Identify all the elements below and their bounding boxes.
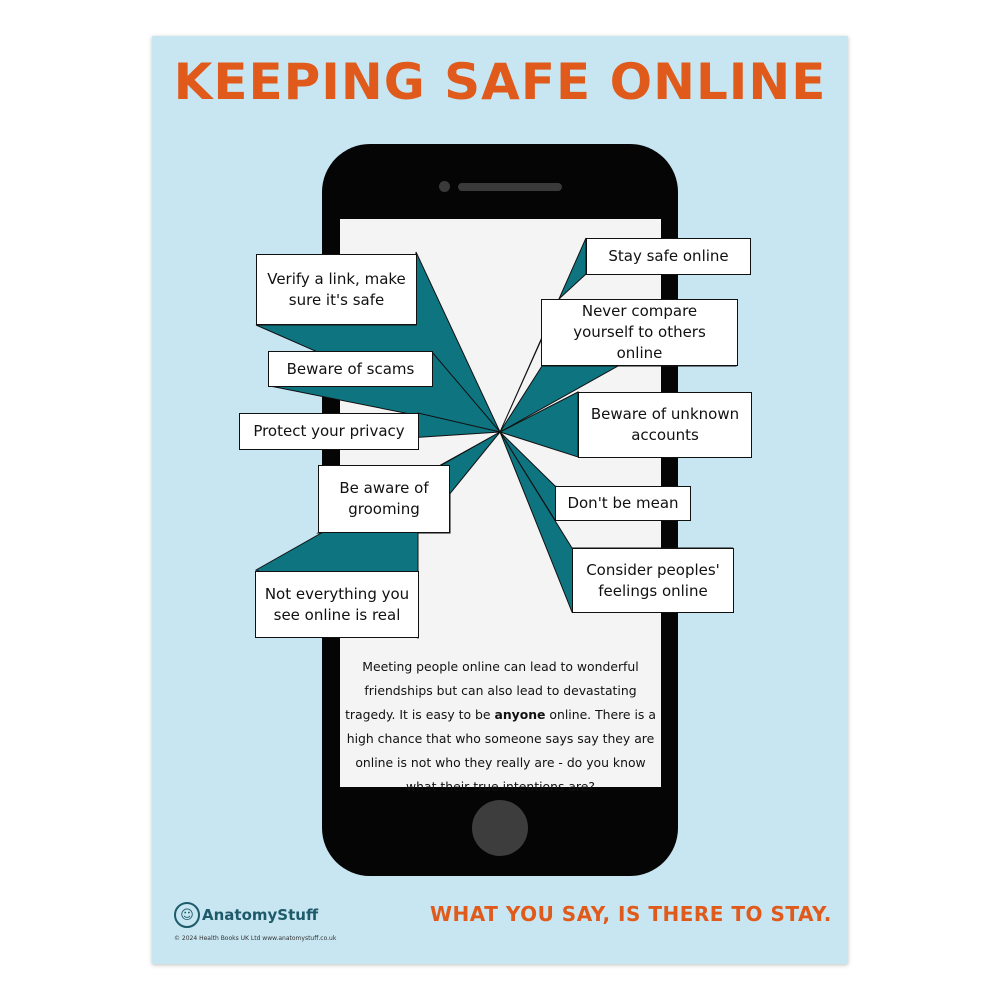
tip-verify-link: Verify a link, make sure it's safe [256,254,417,325]
tip-feelings: Consider peoples' feelings online [572,548,734,613]
paragraph-text-2: online. There is a high chance that who someone says say they are online is not who they really are - do you know what their true intentions are? [346,707,656,794]
paragraph-text-1: Meeting people online can lead to wonderful friendships but can also lead to devastating tragedy. It is easy to be [345,659,639,722]
poster-title: KEEPING SAFE ONLINE [173,53,827,111]
warning-paragraph [344,655,657,799]
tip-protect-privacy: Protect your privacy [239,413,419,450]
anatomy-head-icon: ☺ [174,902,200,928]
tip-never-compare: Never compare yourself to others online [541,299,738,366]
tip-grooming: Be aware of grooming [318,465,450,533]
brand-name: AnatomyStuff [202,906,319,924]
paragraph-emphasis: anyone [494,707,546,722]
tip-dont-be-mean: Don't be mean [555,486,691,521]
tip-unknown-accounts: Beware of unknown accounts [578,392,752,458]
tagline: WHAT YOU SAY, IS THERE TO STAY. [430,902,832,926]
copyright-text: © 2024 Health Books UK Ltd www.anatomystuff.co.uk [174,935,337,942]
tip-not-real: Not everything you see online is real [255,571,419,638]
tip-beware-scams: Beware of scams [268,351,433,387]
tip-stay-safe: Stay safe online [586,238,751,275]
brand-logo [174,902,318,928]
